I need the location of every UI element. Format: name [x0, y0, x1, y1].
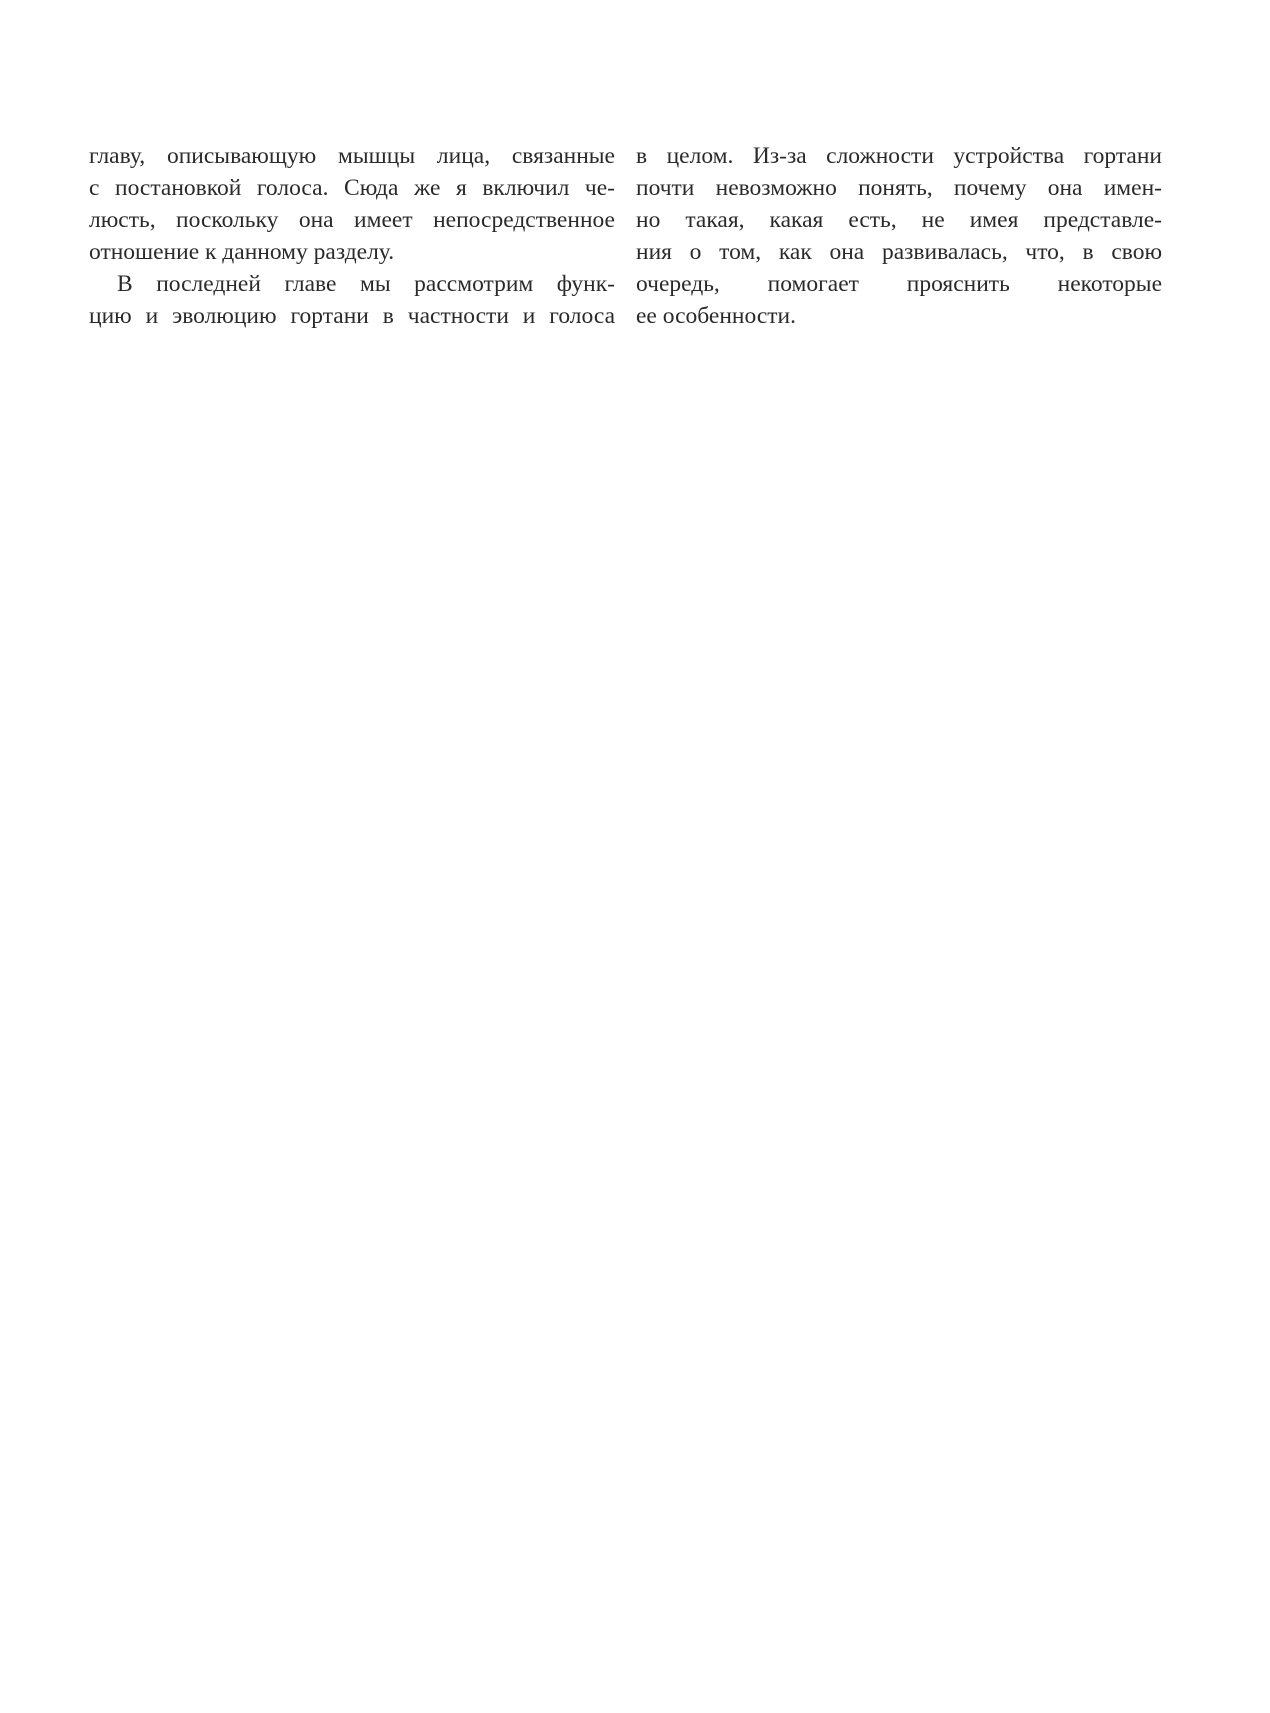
text-line: главу, описывающую мышцы лица, связанные: [89, 143, 615, 169]
text-line: очередь, помогает прояснить некоторые: [636, 271, 1162, 297]
text-column-right: [636, 140, 1162, 332]
text-line: цию и эволюцию гортани в частности и голоса: [89, 303, 615, 329]
text-line: люсть, поскольку она имеет непосредственное: [89, 207, 615, 233]
text-line: с постановкой голоса. Сюда же я включил че-: [89, 175, 615, 201]
text-line: но такая, какая есть, не имея представле-: [636, 207, 1162, 233]
text-line: почти невозможно понять, почему она имен-: [636, 175, 1162, 201]
text-line: отношение к данному разделу.: [89, 239, 395, 265]
text-line: ния о том, как она развивалась, что, в свою: [636, 239, 1162, 265]
text-column-left: [89, 140, 615, 332]
text-line: В последней главе мы рассмотрим функ-: [117, 271, 615, 297]
text-line: ее особенности.: [636, 303, 796, 329]
text-line: в целом. Из-за сложности устройства гортани: [636, 143, 1162, 169]
